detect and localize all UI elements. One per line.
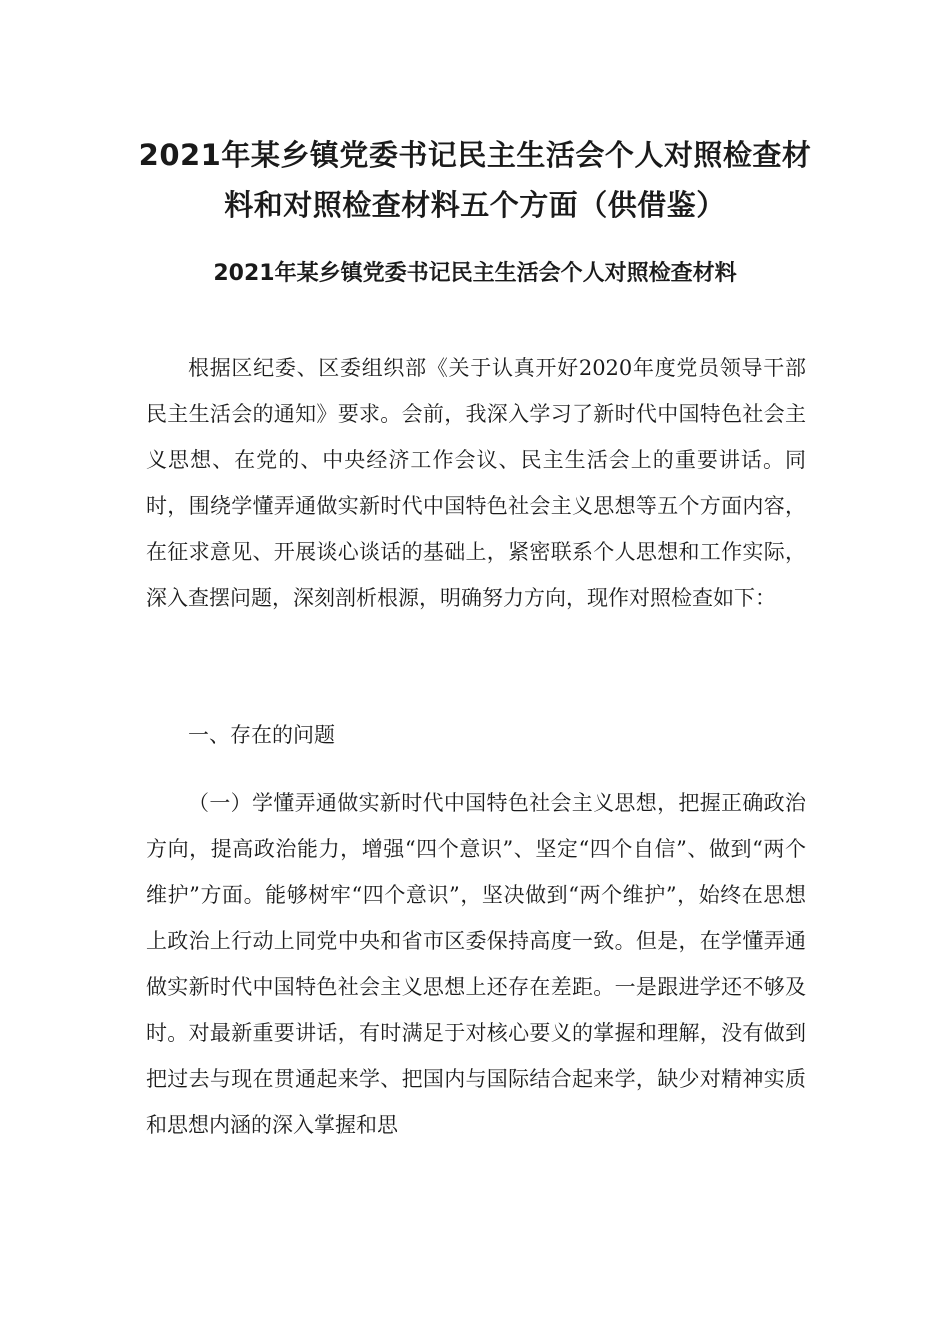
section-title: 2021年某乡镇党委书记民主生活会个人对照检查材料 [213, 261, 737, 286]
heading-existing-problems: 一、存在的问题 [188, 723, 335, 747]
item-one-paragraph: （一）学懂弄通做实新时代中国特色社会主义思想，把握正确政治方向，提高政治能力，增强“四个意识”、坚定“四个自信”、做到“两个维护”方面。能够树牢“四个意识”，坚决做到“两个维护”，始终在思想上政治上行动上同党中央和省市区委保持高度一致。但是，在学懂弄通做实新时代中国特色社会主义思想上还存在差距。一是跟进学还不够及时。对最新重要讲话，有时满足于对核心要义的掌握和理解，没有做到把过去与现在贯通起来学、把国内与国际结合起来学，缺少对精神实质和思想内涵的深入掌握和思 [146, 791, 806, 1137]
intro-paragraph: 根据区纪委、区委组织部《关于认真开好2020年度党员领导干部民主生活会的通知》要求。会前，我深入学习了新时代中国特色社会主义思想、在党的、中央经济工作会议、民主生活会上的重要讲话。同时，围绕学懂弄通做实新时代中国特色社会主义思想等五个方面内容，在征求意见、开展谈心谈话的基础上，紧密联系个人思想和工作实际，深入查摆问题，深刻剖析根源，明确努力方向，现作对照检查如下： [146, 356, 806, 610]
document-title: 2021年某乡镇党委书记民主生活会个人对照检查材料和对照检查材料五个方面（供借鉴） [138, 138, 812, 222]
